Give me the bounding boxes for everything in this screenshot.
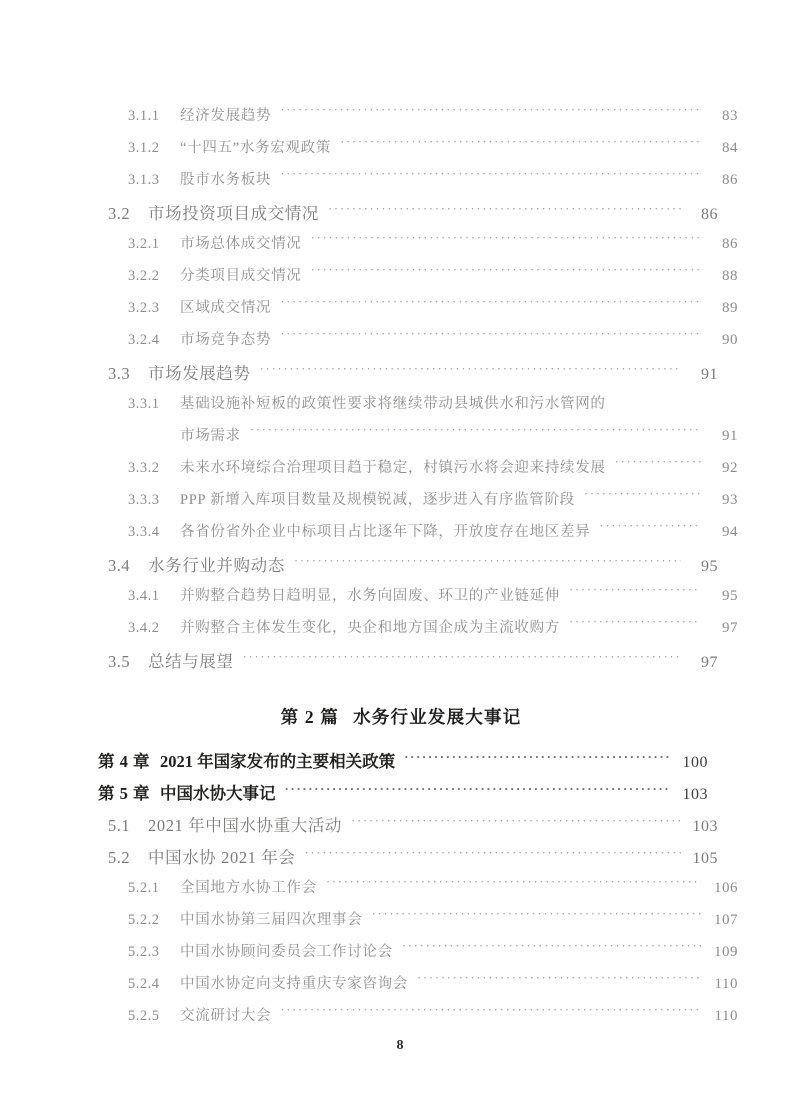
toc-entry[interactable]: [108, 200, 718, 232]
toc-entry-title: 股市水务板块: [180, 172, 272, 188]
toc-entry[interactable]: [128, 488, 738, 520]
dot-leader: [280, 170, 701, 185]
toc-entry[interactable]: [128, 584, 738, 616]
toc-entry-title: 市场总体成交情况: [180, 236, 302, 252]
dot-leader: [371, 910, 701, 925]
toc-entry-page: 97: [701, 654, 718, 671]
toc-entry-number: 3.5: [108, 652, 131, 671]
toc-entry-number: 3.4: [108, 556, 131, 575]
toc-entry[interactable]: [108, 360, 718, 392]
dot-leader: [294, 555, 681, 572]
toc-entry-title-line2: 市场需求: [180, 428, 241, 444]
dot-leader: [404, 751, 671, 768]
toc-entry-page: 94: [722, 524, 738, 540]
toc-entry-page: 88: [722, 268, 738, 284]
toc-entry-number: 3.2.4: [128, 332, 160, 348]
dot-leader: [417, 974, 701, 989]
toc-entry-title: “十四五”水务宏观政策: [180, 140, 332, 156]
page-number: 8: [396, 1038, 404, 1053]
toc-entry-title: 中国水协第三届四次理事会: [180, 912, 363, 928]
dot-leader: [311, 234, 701, 249]
toc-entry-title: 并购整合主体发生变化，央企和地方国企成为主流收购方: [180, 620, 560, 636]
toc-entry-title: 2021 年国家发布的主要相关政策: [160, 752, 396, 771]
dot-leader: [599, 522, 701, 537]
toc-entry-number: 5.1: [108, 816, 131, 835]
toc-entry-page: 100: [682, 754, 708, 771]
table-of-contents: [96, 104, 738, 1036]
dot-leader: [351, 815, 681, 832]
toc-entry[interactable]: [128, 104, 738, 136]
toc-entry-page: 91: [722, 428, 738, 444]
dot-leader: [280, 330, 701, 345]
toc-entry-page: 86: [722, 236, 738, 252]
toc-entry-number: 5.2.4: [128, 976, 160, 992]
toc-entry-page: 95: [701, 558, 718, 575]
toc-entry-number: 3.2.2: [128, 268, 160, 284]
dot-leader: [328, 203, 681, 220]
toc-entry[interactable]: [128, 392, 738, 456]
toc-entry-title: 未来水环境综合治理项目趋于稳定，村镇污水将会迎来持续发展: [180, 460, 606, 476]
toc-entry[interactable]: [108, 844, 718, 876]
toc-entry-title: PPP 新增入库项目数量及规模锐减，逐步进入有序监管阶段: [180, 492, 575, 508]
toc-entry-number: 5.2.2: [128, 912, 160, 928]
toc-entry[interactable]: [128, 616, 738, 648]
dot-leader: [615, 458, 701, 473]
part-heading: [96, 700, 706, 734]
toc-entry-number: 5.2: [108, 848, 131, 867]
toc-entry-page: 109: [714, 944, 738, 960]
toc-entry[interactable]: [108, 648, 718, 680]
dot-leader: [402, 942, 701, 957]
toc-entry-number: 3.2.1: [128, 236, 160, 252]
toc-entry[interactable]: [128, 908, 738, 940]
dot-leader: [280, 1006, 701, 1021]
toc-entry-number: 第 5 章: [98, 784, 150, 803]
toc-entry-title: 中国水协定向支持重庆专家咨询会: [180, 976, 408, 992]
toc-entry-page: 92: [722, 460, 738, 476]
toc-entry-page: 106: [714, 880, 738, 896]
toc-entry-title: 分类项目成交情况: [180, 268, 302, 284]
toc-entry[interactable]: [108, 552, 718, 584]
toc-entry[interactable]: [128, 232, 738, 264]
dot-leader: [340, 138, 701, 153]
toc-entry[interactable]: [128, 456, 738, 488]
toc-entry-title: 市场竞争态势: [180, 332, 272, 348]
toc-entry-title: 区域成交情况: [180, 300, 272, 316]
toc-entry-title: 交流研讨大会: [180, 1008, 272, 1024]
toc-entry[interactable]: [128, 264, 738, 296]
toc-entry-title: 中国水协大事记: [160, 784, 276, 803]
dot-leader: [280, 298, 701, 313]
toc-entry-title: 总结与展望: [148, 652, 234, 671]
toc-entry-title: 市场发展趋势: [148, 364, 251, 383]
toc-entry-number: 3.3.4: [128, 524, 160, 540]
toc-entry-number: 第 4 章: [98, 752, 150, 771]
toc-entry-title: 全国地方水协工作会: [180, 880, 317, 896]
toc-entry-page: 93: [722, 492, 738, 508]
toc-entry-page: 110: [714, 1008, 738, 1024]
toc-entry-page: 84: [722, 140, 738, 156]
toc-entry-page: 105: [692, 850, 718, 867]
toc-entry[interactable]: [128, 328, 738, 360]
toc-entry-page: 95: [722, 588, 738, 604]
toc-entry-page: 90: [722, 332, 738, 348]
dot-leader: [243, 651, 682, 668]
toc-entry-number: 3.3.2: [128, 460, 160, 476]
toc-entry[interactable]: [128, 136, 738, 168]
toc-entry-number: 5.2.1: [128, 880, 160, 896]
toc-entry-title: 水务行业并购动态: [148, 556, 285, 575]
toc-entry-chapter[interactable]: [98, 748, 708, 780]
dot-leader: [311, 266, 701, 281]
toc-entry-title: 市场投资项目成交情况: [148, 204, 319, 223]
dot-leader: [260, 363, 681, 380]
dot-leader: [326, 878, 701, 893]
dot-leader: [250, 426, 701, 441]
dot-leader: [304, 847, 681, 864]
dot-leader: [280, 106, 701, 121]
toc-entry-number: 3.1.2: [128, 140, 160, 156]
toc-entry[interactable]: [128, 972, 738, 1004]
toc-entry-page: 97: [722, 620, 738, 636]
toc-entry-page: 110: [714, 976, 738, 992]
part-heading-title: 水务行业发展大事记: [353, 707, 522, 727]
toc-entry[interactable]: [108, 812, 718, 844]
toc-entry-page: 103: [692, 818, 718, 835]
dot-leader: [569, 618, 701, 633]
toc-entry-chapter[interactable]: [98, 780, 708, 812]
toc-entry-title: 各省份省外企业中标项目占比逐年下降，开放度存在地区差异: [180, 524, 591, 540]
toc-entry-page: 86: [701, 206, 718, 223]
toc-entry[interactable]: [128, 876, 738, 908]
toc-entry[interactable]: [128, 1004, 738, 1036]
dot-leader: [584, 490, 701, 505]
toc-entry-number: 3.3: [108, 364, 131, 383]
toc-entry-number: 3.4.2: [128, 620, 160, 636]
part-heading-label: 第 2 篇: [280, 707, 340, 727]
toc-entry-page: 107: [714, 912, 738, 928]
toc-entry-title-line1: 基础设施补短板的政策性要求将继续带动县城供水和污水管网的: [180, 396, 606, 412]
toc-entry-number: 3.4.1: [128, 588, 160, 604]
toc-entry-number: 5.2.3: [128, 944, 160, 960]
toc-entry-number: 3.1.1: [128, 108, 160, 124]
dot-leader: [285, 783, 672, 800]
toc-entry-page: 89: [722, 300, 738, 316]
toc-entry-title: 经济发展趋势: [180, 108, 272, 124]
toc-entry-number: 3.1.3: [128, 172, 160, 188]
toc-entry[interactable]: [128, 940, 738, 972]
toc-entry-number: 5.2.5: [128, 1008, 160, 1024]
toc-entry-page: 103: [682, 786, 708, 803]
toc-entry-number: 3.3.1: [128, 396, 160, 412]
toc-entry-number: 3.2: [108, 204, 131, 223]
toc-entry-number: 3.3.3: [128, 492, 160, 508]
toc-entry-title: 2021 年中国水协重大活动: [148, 816, 343, 835]
toc-entry[interactable]: [128, 296, 738, 328]
toc-entry-page: 91: [701, 366, 718, 383]
toc-entry-page: 83: [722, 108, 738, 124]
toc-entry-title: 并购整合趋势日趋明显，水务向固废、环卫的产业链延伸: [180, 588, 560, 604]
toc-entry-page: 86: [722, 172, 738, 188]
toc-entry[interactable]: [128, 520, 738, 552]
toc-entry[interactable]: [128, 168, 738, 200]
toc-entry-title: 中国水协顾问委员会工作讨论会: [180, 944, 393, 960]
dot-leader: [569, 586, 701, 601]
toc-entry-number: 3.2.3: [128, 300, 160, 316]
toc-entry-title: 中国水协 2021 年会: [148, 848, 296, 867]
